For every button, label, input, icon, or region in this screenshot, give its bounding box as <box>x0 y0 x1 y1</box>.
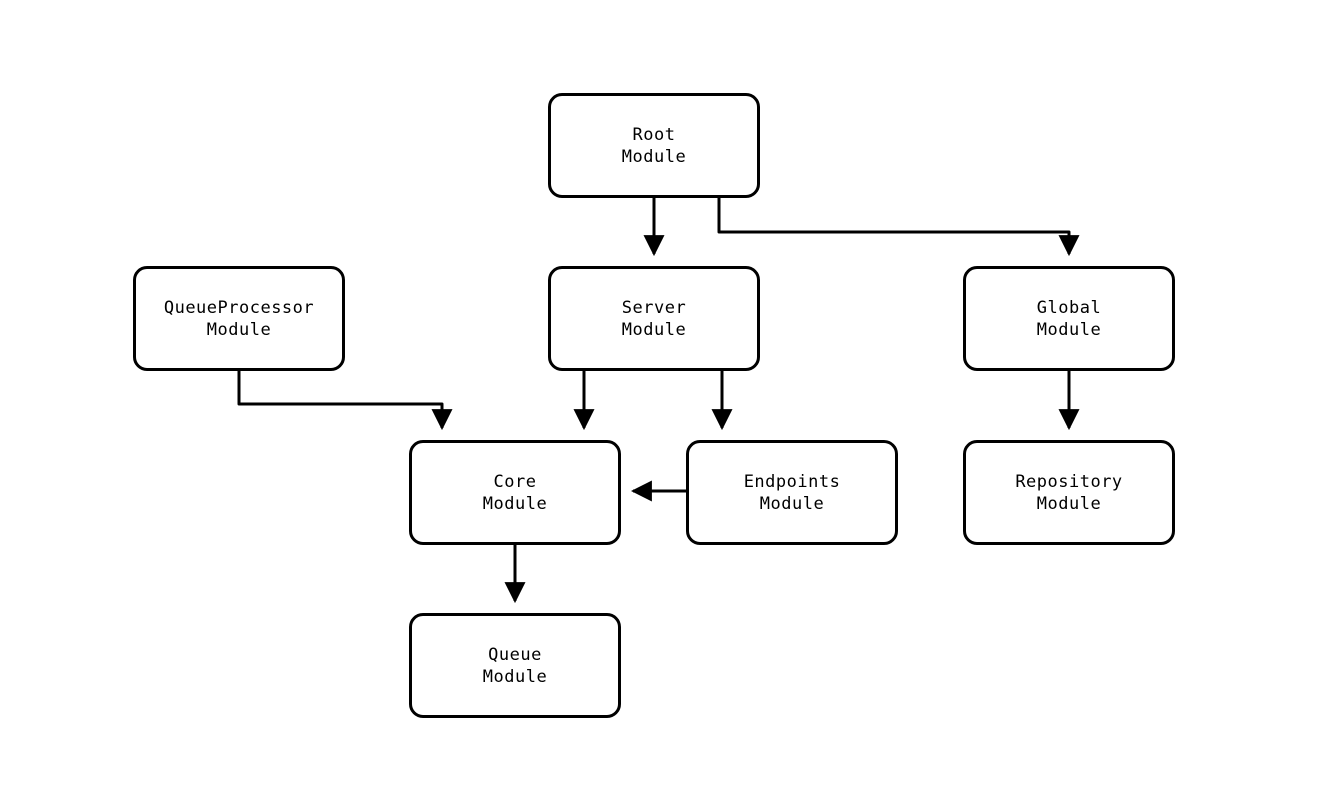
node-endpoints-module[interactable] <box>686 440 898 545</box>
node-root-module-label-line2: Module <box>621 146 687 167</box>
node-repository-module-label-line1: Repository <box>1015 471 1123 492</box>
node-server-module-label-line2: Module <box>621 319 687 340</box>
node-server-module-label-line1: Server <box>621 297 687 318</box>
node-root-module[interactable] <box>548 93 760 198</box>
node-queue-module[interactable] <box>409 613 621 718</box>
edge-queueprocessor-to-core <box>239 371 442 428</box>
node-global-module-label-line1: Global <box>1036 297 1102 318</box>
node-queue-module-label-line2: Module <box>482 666 548 687</box>
node-repository-module-label-line2: Module <box>1036 493 1102 514</box>
node-global-module[interactable] <box>963 266 1175 371</box>
node-endpoints-module-label-line2: Module <box>759 493 825 514</box>
node-global-module-label-line2: Module <box>1036 319 1102 340</box>
node-core-module[interactable] <box>409 440 621 545</box>
edge-root-to-global <box>719 198 1069 254</box>
node-queue-module-label-line1: Queue <box>488 644 542 665</box>
node-queueprocessor-module-label-line1: QueueProcessor <box>163 297 315 318</box>
node-server-module[interactable] <box>548 266 760 371</box>
node-queueprocessor-module[interactable] <box>133 266 345 371</box>
node-core-module-label-line2: Module <box>482 493 548 514</box>
node-queueprocessor-module-label-line2: Module <box>206 319 272 340</box>
node-root-module-label-line1: Root <box>632 124 676 145</box>
node-core-module-label-line1: Core <box>493 471 537 492</box>
node-repository-module[interactable] <box>963 440 1175 545</box>
node-endpoints-module-label-line1: Endpoints <box>743 471 841 492</box>
